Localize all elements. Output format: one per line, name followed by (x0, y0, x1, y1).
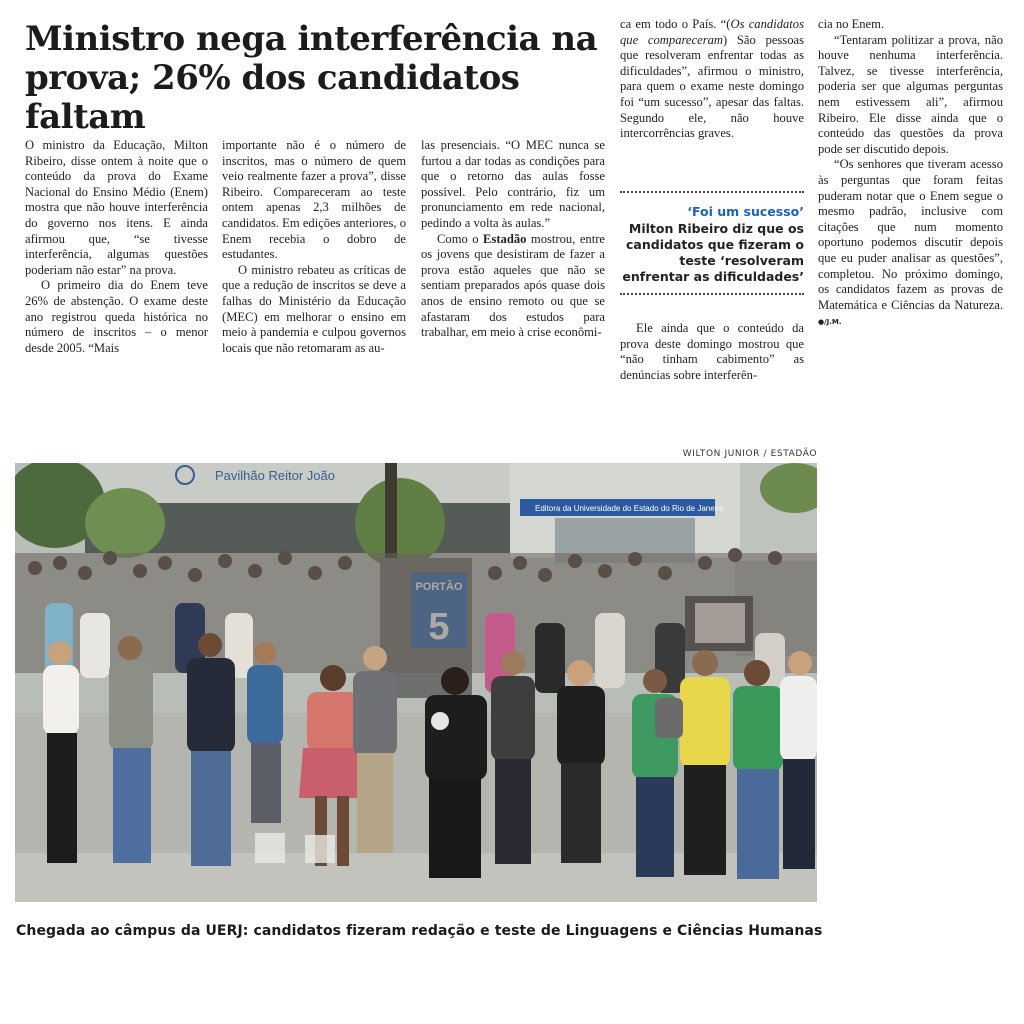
headline: Ministro nega interferência na prova; 26% dos candidatos faltam (25, 19, 598, 137)
paragraph: “Tentaram politizar a prova, não houve nenhuma interferência. Talvez, se tivesse interferência, poderia ser que algumas perguntas nem estivessem ali”, afirmou Ribeiro. Ele disse ainda que o conteúdo das questões da prova pode ser discutido depois. (818, 32, 1003, 156)
pull-quote (620, 189, 804, 299)
paragraph: importante não é o número de inscritos, mas o número de quem veio realmente fazer a prova”, disse Ribeiro. Compareceram ao teste ontem apenas 2,3 milhões de candidatos. Em edições anteriores, o Enem recebia o dobro de estudantes. (222, 138, 406, 262)
end-mark-icon: ● (818, 318, 825, 327)
paragraph (620, 17, 804, 142)
article-column-3 (421, 138, 605, 341)
crowd-scene-illustration (15, 463, 817, 902)
article-column-5 (818, 17, 1003, 331)
text-run: ) São pessoas que resolveram enfrentar todas as dificuldades”, afirmou o ministro, para quem o exame neste domingo foi “um sucesso”, apesar das faltas. Segundo ele, não houve intercorrências graves. (620, 32, 804, 141)
text-run: mostrou, entre os jovens que desistiram de fazer a prova estão aqueles que não se sentiam preparados após quase dois anos de ensino remoto ou que se afastaram dos estudos para trabalhar, em meio à crise econômi- (421, 231, 605, 340)
newspaper-name: Estadão (483, 231, 527, 246)
article-column-1 (25, 138, 208, 356)
text-run: “Os senhores que tiveram acesso às perguntas que foram feitas puderam notar que o Enem segue o mesmo padrão, inclusive com citações que num momento oportuno podemos discutir depois que eu puder analisar as questões”, completou. No próximo domingo, os candidatos fazem as provas de Matemática e Ciências da Natureza. (818, 157, 1003, 312)
text-run: ca em todo o País. “( (620, 17, 731, 31)
paragraph: O primeiro dia do Enem teve 26% de abstenção. O exame deste ano registrou queda histórica no número de inscritos – o menor desde 2005. “Mais (25, 278, 208, 355)
article-column-4-bottom (620, 321, 804, 383)
photo-credit: WILTON JUNIOR / ESTADÃO (682, 449, 817, 459)
paragraph: cia no Enem. (818, 17, 885, 31)
photo-caption: Chegada ao câmpus da UERJ: candidatos fizeram redação e teste de Linguagens e Ciências Humanas (16, 923, 823, 939)
news-photo (15, 463, 817, 902)
dotted-divider (620, 191, 804, 193)
dotted-divider (620, 293, 804, 295)
pull-quote-kicker: ‘Foi um sucesso’ (687, 204, 804, 219)
paragraph: las presenciais. “O MEC nunca se furtou a dar todas as condições para que o retorno das aulas fosse possível. Pelo contrário, fiz um pronunciamento em rede nacional, pedindo a volta às aulas.” (421, 138, 605, 230)
text-run: Como o (437, 231, 484, 246)
author-signature: /J.M. (824, 318, 842, 327)
article-column-4-top (620, 17, 804, 142)
article-column-2 (222, 138, 406, 356)
pull-quote-text: Milton Ribeiro diz que os candidatos que fizeram o teste ‘resolveram enfrentar as dificuldades’ (622, 221, 804, 284)
paragraph: Ele ainda que o conteúdo da prova deste domingo mostrou que “não tinham cabimento” as denúncias sobre interferên- (620, 321, 804, 382)
building-sign: Pavilhão Reitor João (215, 468, 335, 483)
paragraph: O ministro da Educação, Milton Ribeiro, disse ontem à noite que o conteúdo da prova do Exame Nacional do Ensino Médio (Enem) mostra que não houve interferência do governo nos itens. E ainda afirmou que, “se tivesse interferência, algumas questões poderiam não estar” na prova. (25, 138, 208, 277)
paragraph (421, 232, 605, 341)
paragraph (818, 157, 1003, 331)
italic-run: Os candidatos que compareceram (620, 17, 804, 47)
banner-text: Editora da Universidade do Estado do Rio de Janeiro (535, 504, 724, 513)
paragraph: O ministro rebateu as críticas de que a redução de inscritos se deve a falhas do Ministério da Educação (MEC) em melhorar o ensino em meio à pandemia e culpou governos locais que não retomaram as au- (222, 262, 406, 355)
